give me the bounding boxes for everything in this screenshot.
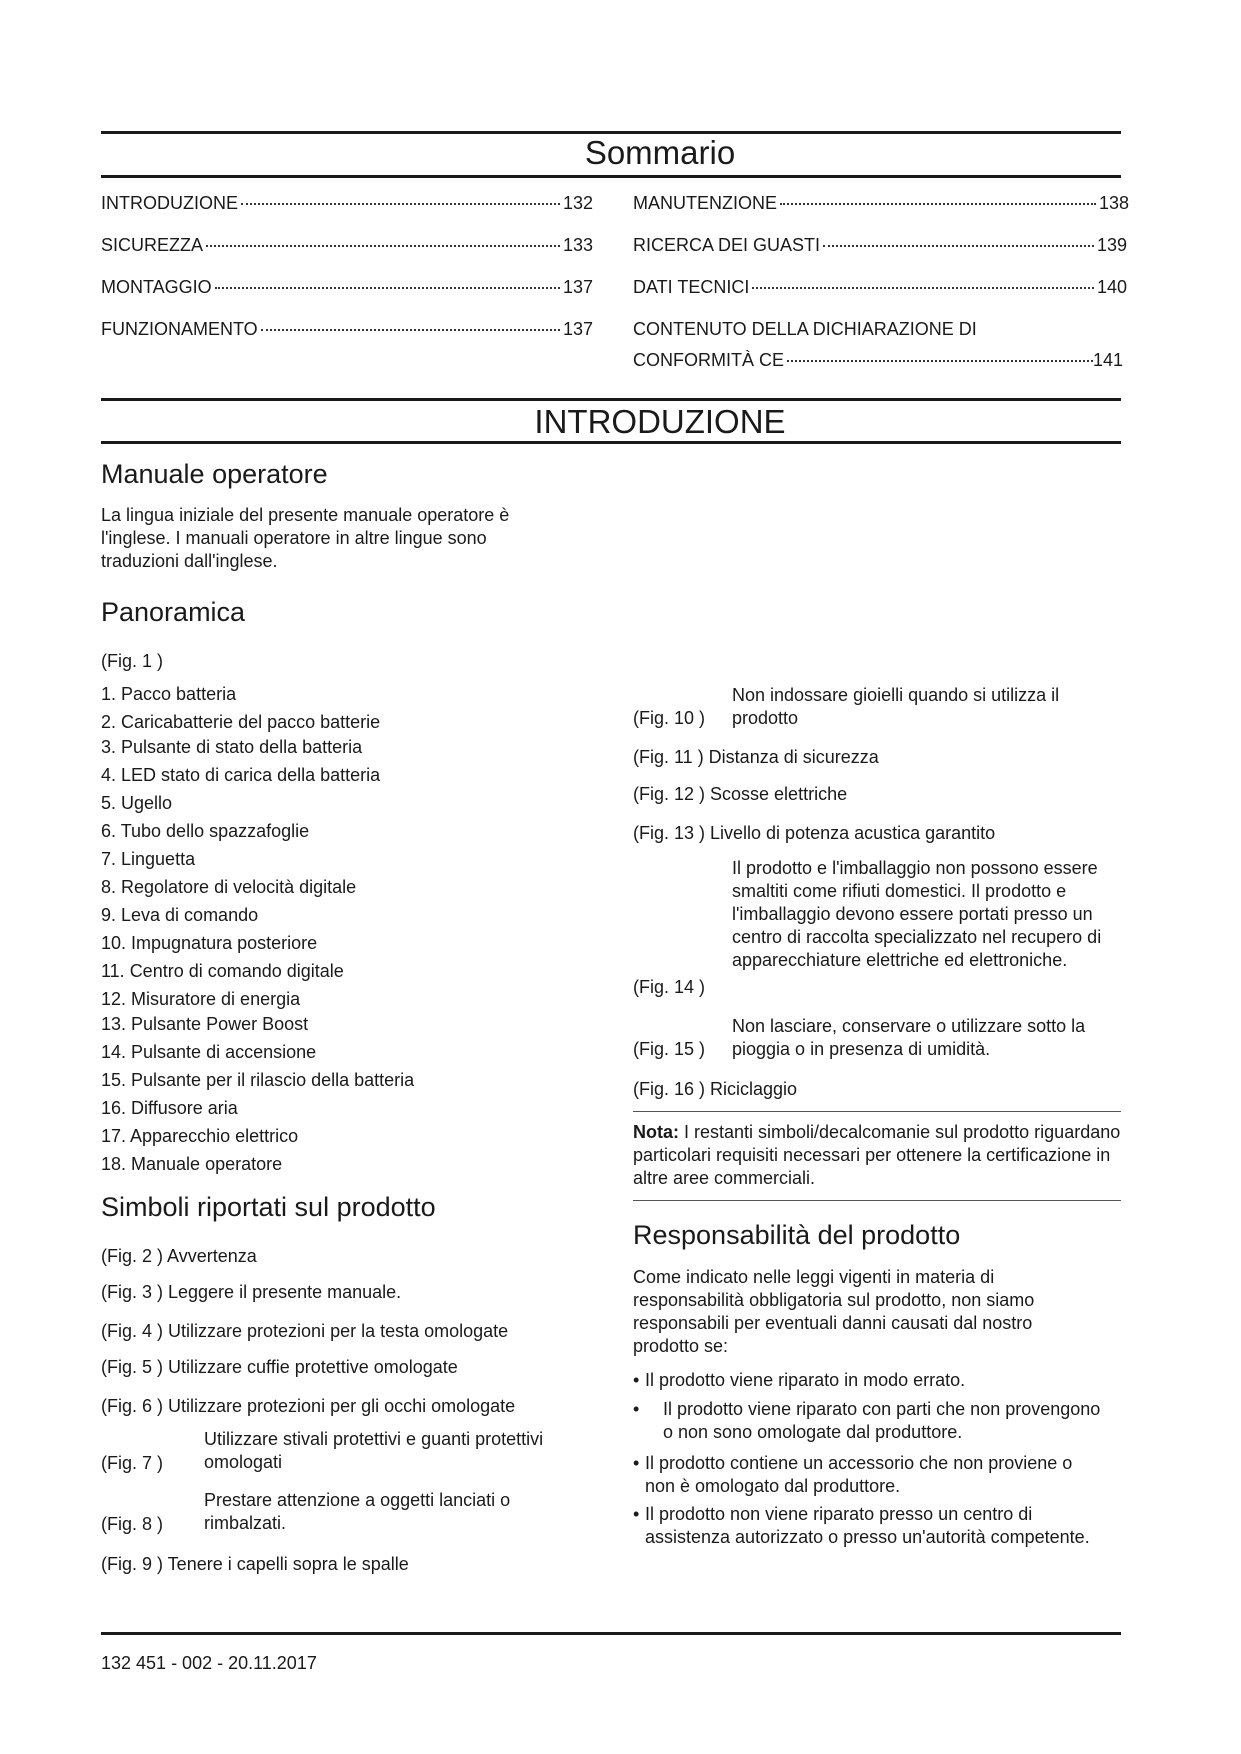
toc-entry-ricerca-guasti[interactable]: RICERCA DEI GUASTI 139 (633, 235, 1127, 255)
symbol-fig-15-label: (Fig. 15 ) (633, 1039, 706, 1059)
intro-top-rule (101, 398, 1121, 401)
symbol-fig-10-text: Non indossare gioielli quando si utilizza il prodotto (732, 685, 1060, 728)
toc-entry-manutenzione[interactable]: MANUTENZIONE 138 (633, 193, 1129, 213)
symbol-fig-2: (Fig. 2 ) Avvertenza (101, 1246, 257, 1266)
toc-entry-dati-tecnici[interactable]: DATI TECNICI 140 (633, 277, 1127, 297)
list-item: 18. Manuale operatore (101, 1154, 283, 1174)
note-bottom-rule (633, 1200, 1121, 1201)
list-item: 6. Tubo dello spazzafoglie (101, 821, 310, 841)
symbol-fig-13: (Fig. 13 ) Livello di potenza acustica garantito (633, 823, 996, 843)
bullet-dot: • (633, 1453, 640, 1473)
symbol-fig-7-text: Utilizzare stivali protettivi e guanti protettivi omologati (204, 1429, 544, 1472)
list-item: 2. Caricabatterie del pacco batterie (101, 712, 381, 732)
list-item: 16. Diffusore aria (101, 1098, 238, 1118)
liability-bullet-4: Il prodotto non viene riparato presso un centro di assistenza autorizzato o presso un'autorità competente. (645, 1504, 1090, 1547)
list-item (633, 1503, 1093, 1549)
liability-bullet-2: Il prodotto viene riparato con parti che non provengono o non sono omologate dal produttore. (663, 1399, 1101, 1442)
intro-title: INTRODUZIONE (534, 403, 786, 440)
symbol-fig-4: (Fig. 4 ) Utilizzare protezioni per la testa omologate (101, 1321, 509, 1341)
toc-title: Sommario (584, 134, 736, 171)
liability-intro: Come indicato nelle leggi vigenti in materia di responsabilità obbligatoria sul prodotto, non siamo responsabili per eventuali danni causati dal nostro prodotto se: (633, 1267, 1035, 1356)
list-item (633, 1369, 1093, 1392)
list-item (633, 1452, 1103, 1498)
toc-entry-introduzione[interactable]: INTRODUZIONE 132 (101, 193, 593, 213)
bullet-dot: • (633, 1399, 640, 1419)
symbol-fig-8-label: (Fig. 8 ) (101, 1514, 164, 1534)
list-item: 9. Leva di comando (101, 905, 259, 925)
liability-bullet-3: Il prodotto contiene un accessorio che non proviene o non è omologato dal produttore. (645, 1453, 1073, 1496)
toc-entry-sicurezza[interactable]: SICUREZZA 133 (101, 235, 593, 255)
symbol-fig-5: (Fig. 5 ) Utilizzare cuffie protettive omologate (101, 1357, 458, 1377)
note-label: Nota: (633, 1122, 679, 1142)
intro-bottom-rule (101, 441, 1121, 444)
liability-bullet-1: Il prodotto viene riparato in modo errato. (645, 1370, 966, 1390)
toc-entry-conformita[interactable]: CONFORMITÀ CE 141 (633, 350, 1123, 370)
overview-fig-ref: (Fig. 1 ) (101, 651, 164, 671)
symbols-heading: Simboli riportati sul prodotto (101, 1192, 436, 1222)
symbol-fig-11: (Fig. 11 ) Distanza di sicurezza (633, 747, 879, 767)
symbol-fig-7-label: (Fig. 7 ) (101, 1453, 164, 1473)
list-item: 7. Linguetta (101, 849, 196, 869)
list-item: 12. Misuratore di energia (101, 989, 301, 1009)
bullet-dot: • (633, 1504, 640, 1524)
symbol-fig-14-label: (Fig. 14 ) (633, 977, 706, 997)
note-top-rule (633, 1111, 1121, 1112)
symbol-fig-16: (Fig. 16 ) Riciclaggio (633, 1079, 798, 1099)
overview-heading: Panoramica (101, 597, 246, 627)
list-item: 10. Impugnatura posteriore (101, 933, 318, 953)
list-item: 4. LED stato di carica della batteria (101, 765, 381, 785)
footer-rule (101, 1632, 1121, 1635)
symbol-fig-14-text: Il prodotto e l'imballaggio non possono essere smaltiti come rifiuti domestici. Il prodotto e l'imballaggio devono essere portati presso un centro di raccolta specializzato nel recupero di apparecchiature elettriche ed elettroniche. (732, 858, 1102, 970)
liability-heading: Responsabilità del prodotto (633, 1220, 961, 1250)
symbol-fig-12: (Fig. 12 ) Scosse elettriche (633, 784, 848, 804)
manual-text: La lingua iniziale del presente manuale operatore è l'inglese. I manuali operatore in altre lingue sono traduzioni dall'inglese. (101, 505, 510, 571)
symbol-fig-3: (Fig. 3 ) Leggere il presente manuale. (101, 1282, 402, 1302)
footer-doc-code: 132 451 - 002 - 20.11.2017 (101, 1653, 317, 1673)
list-item (633, 1398, 1113, 1444)
list-item: 17. Apparecchio elettrico (101, 1126, 299, 1146)
note-text: I restanti simboli/decalcomanie sul prodotto riguardano particolari requisiti necessari per ottenere la certificazione in altre aree commerciali. (633, 1122, 1121, 1188)
symbol-fig-10-label: (Fig. 10 ) (633, 708, 706, 728)
list-item: 11. Centro di comando digitale (101, 961, 344, 981)
list-item: 15. Pulsante per il rilascio della batteria (101, 1070, 415, 1090)
bullet-dot: • (633, 1370, 640, 1390)
list-item: 8. Regolatore di velocità digitale (101, 877, 357, 897)
list-item: 3. Pulsante di stato della batteria (101, 737, 363, 757)
list-item: 13. Pulsante Power Boost (101, 1014, 309, 1034)
symbol-fig-15-text: Non lasciare, conservare o utilizzare sotto la pioggia o in presenza di umidità. (732, 1016, 1086, 1059)
toc-entry-conformita-line1[interactable]: CONTENUTO DELLA DICHIARAZIONE DI (633, 319, 977, 339)
toc-entry-funzionamento[interactable]: FUNZIONAMENTO 137 (101, 319, 593, 339)
list-item: 1. Pacco batteria (101, 684, 237, 704)
list-item: 14. Pulsante di accensione (101, 1042, 317, 1062)
note-box (633, 1121, 1123, 1190)
symbol-fig-8-text: Prestare attenzione a oggetti lanciati o rimbalzati. (204, 1490, 511, 1533)
symbol-fig-6: (Fig. 6 ) Utilizzare protezioni per gli occhi omologate (101, 1396, 516, 1416)
list-item: 5. Ugello (101, 793, 173, 813)
toc-bottom-rule (101, 175, 1121, 178)
manual-heading: Manuale operatore (101, 459, 328, 489)
symbol-fig-9: (Fig. 9 ) Tenere i capelli sopra le spalle (101, 1554, 409, 1574)
toc-entry-montaggio[interactable]: MONTAGGIO 137 (101, 277, 593, 297)
